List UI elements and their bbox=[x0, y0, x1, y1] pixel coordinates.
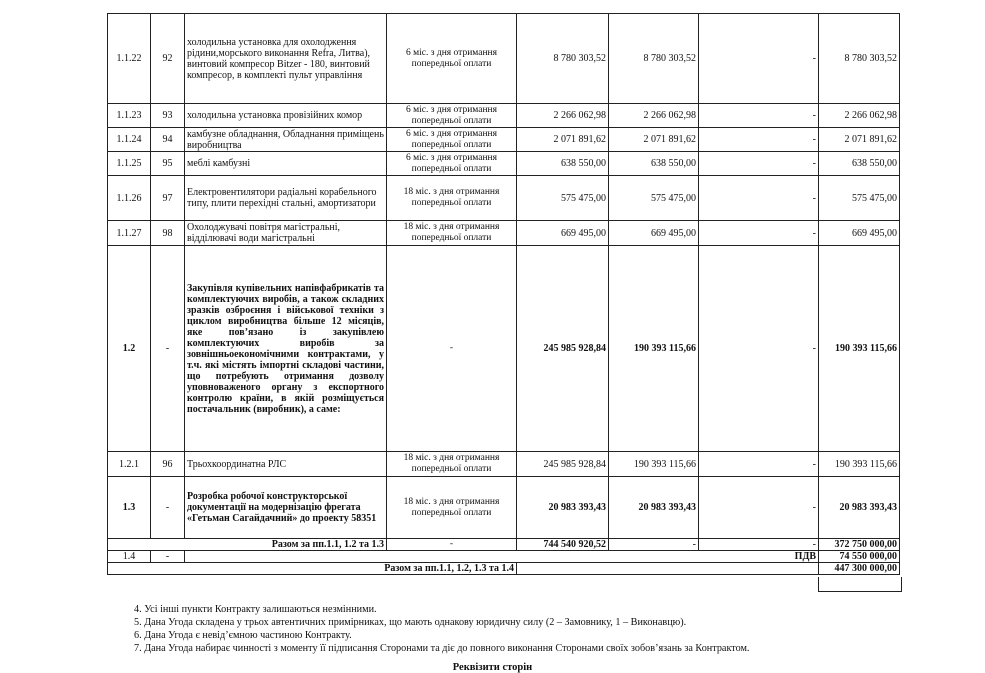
value-4: 190 393 115,66 bbox=[819, 246, 900, 452]
delivery-term: - bbox=[387, 246, 517, 452]
row-number: 1.1.22 bbox=[108, 14, 151, 104]
delivery-term: 6 міс. з дня отримання попередньої оплати bbox=[387, 152, 517, 176]
value-3: - bbox=[699, 104, 819, 128]
item-name: камбузне обладнання, Обладнання приміщень виробництва bbox=[185, 128, 387, 152]
item-name: Розробка робочої конструкторської документації на модернізацію фрегата «Гетьман Сагайдачний» до проекту 58351 bbox=[185, 477, 387, 539]
note-item: 7. Дана Угода набирає чинності з моменту її підписання Сторонами та діє до повного виконання Сторонами своїх зобов’язань за Контрактом. bbox=[134, 643, 750, 654]
vat-number: 1.4 bbox=[108, 551, 151, 563]
value-3: - bbox=[699, 128, 819, 152]
value-2: 190 393 115,66 bbox=[609, 452, 699, 477]
value-3: - bbox=[699, 452, 819, 477]
value-1: 2 071 891,62 bbox=[517, 128, 609, 152]
row-number: 1.1.27 bbox=[108, 221, 151, 246]
delivery-term: 6 міс. з дня отримання попередньої оплати bbox=[387, 14, 517, 104]
value-4: 575 475,00 bbox=[819, 176, 900, 221]
value-3: - bbox=[699, 477, 819, 539]
value-4: 2 266 062,98 bbox=[819, 104, 900, 128]
value-3: - bbox=[699, 246, 819, 452]
row-number: 1.1.23 bbox=[108, 104, 151, 128]
contract-notes bbox=[134, 603, 749, 655]
value-4: 20 983 393,43 bbox=[819, 477, 900, 539]
vat-label: ПДВ bbox=[185, 551, 819, 563]
item-name: Охолоджувачі повітря магістральні, відділювачі води магістральні bbox=[185, 221, 387, 246]
item-name: Трьохкоординатна РЛС bbox=[185, 452, 387, 477]
value-4: 8 780 303,52 bbox=[819, 14, 900, 104]
row-number: 1.3 bbox=[108, 477, 151, 539]
item-name: Електровентилятори радіальні корабельного типу, плити перехідні стальні, амортизатори bbox=[185, 176, 387, 221]
table-row bbox=[108, 14, 900, 104]
item-name: меблі камбузні bbox=[185, 152, 387, 176]
table-row bbox=[108, 246, 900, 452]
row-number: 1.2.1 bbox=[108, 452, 151, 477]
subtotal-value-4: 372 750 000,00 bbox=[819, 539, 900, 551]
row-number: 1.2 bbox=[108, 246, 151, 452]
value-2: 638 550,00 bbox=[609, 152, 699, 176]
delivery-term: 6 міс. з дня отримання попередньої оплати bbox=[387, 104, 517, 128]
note-item: 6. Дана Угода є невід’ємною частиною Контракту. bbox=[134, 630, 352, 641]
blank-cell bbox=[517, 563, 819, 575]
value-2: 190 393 115,66 bbox=[609, 246, 699, 452]
value-3: - bbox=[699, 176, 819, 221]
value-1: 20 983 393,43 bbox=[517, 477, 609, 539]
value-1: 2 266 062,98 bbox=[517, 104, 609, 128]
value-3: - bbox=[699, 221, 819, 246]
subtotal-value-2: - bbox=[609, 539, 699, 551]
grand-total-row bbox=[108, 563, 900, 575]
table-row bbox=[108, 128, 900, 152]
value-2: 2 071 891,62 bbox=[609, 128, 699, 152]
table-row bbox=[108, 176, 900, 221]
position-number: 93 bbox=[151, 104, 185, 128]
subtotal-label: Разом за пп.1.1, 1.2 та 1.3 bbox=[151, 539, 387, 551]
item-name: холодильна установка провізійних комор bbox=[185, 104, 387, 128]
value-1: 245 985 928,84 bbox=[517, 452, 609, 477]
value-2: 20 983 393,43 bbox=[609, 477, 699, 539]
note-item: 4. Усі інші пункти Контракту залишаються незмінними. bbox=[134, 604, 377, 615]
value-2: 8 780 303,52 bbox=[609, 14, 699, 104]
empty-box bbox=[818, 577, 902, 592]
note-item: 5. Дана Угода складена у трьох автентичних примірниках, що мають однакову юридичну силу (2 – Замовнику, 1 – Виконавцю). bbox=[134, 617, 687, 628]
vat-position: - bbox=[151, 551, 185, 563]
delivery-term: 18 міс. з дня отримання попередньої оплати bbox=[387, 221, 517, 246]
item-name: холодильна установка для охолодження рідини,морського виконання Refra, Литва), винтовий компресор Bitzer - 180, винтовий компресор, в комплекті пульт управління bbox=[185, 14, 387, 104]
subtotal-term: - bbox=[387, 539, 517, 551]
subtotal-value-1: 744 540 920,52 bbox=[517, 539, 609, 551]
subtotal-row bbox=[108, 539, 900, 551]
delivery-term: 18 міс. з дня отримання попередньої оплати bbox=[387, 176, 517, 221]
value-2: 575 475,00 bbox=[609, 176, 699, 221]
value-1: 8 780 303,52 bbox=[517, 14, 609, 104]
row-number: 1.1.26 bbox=[108, 176, 151, 221]
requisites-title: Реквізити сторін bbox=[452, 662, 533, 673]
table-row bbox=[108, 477, 900, 539]
value-3: - bbox=[699, 14, 819, 104]
item-name: Закупівля купівельних напівфабрикатів та комплектуючих виробів, а також складних зразків озброєння і військової техніки з циклом виробництва більше 12 місяців, яке пов’язано із закупівлею комплектуючих виробів за зовнішньоекономічними контрактами, у т.ч. які містять імпортні складові частини, що потребують отримання дозволу уповноваженого органу з експортного контролю країни, в якій розміщується постачальник (виробник), а саме: bbox=[185, 246, 387, 452]
value-1: 245 985 928,84 bbox=[517, 246, 609, 452]
grand-total-value: 447 300 000,00 bbox=[819, 563, 900, 575]
vat-row bbox=[108, 551, 900, 563]
value-1: 638 550,00 bbox=[517, 152, 609, 176]
vat-value: 74 550 000,00 bbox=[819, 551, 900, 563]
grand-total-label: Разом за пп.1.1, 1.2, 1.3 та 1.4 bbox=[108, 563, 517, 575]
value-2: 669 495,00 bbox=[609, 221, 699, 246]
position-number: 92 bbox=[151, 14, 185, 104]
specification-table bbox=[107, 13, 900, 575]
position-number: 96 bbox=[151, 452, 185, 477]
position-number: - bbox=[151, 477, 185, 539]
value-4: 638 550,00 bbox=[819, 152, 900, 176]
position-number: 97 bbox=[151, 176, 185, 221]
position-number: 95 bbox=[151, 152, 185, 176]
value-4: 190 393 115,66 bbox=[819, 452, 900, 477]
table-row bbox=[108, 104, 900, 128]
value-4: 669 495,00 bbox=[819, 221, 900, 246]
row-number: 1.1.24 bbox=[108, 128, 151, 152]
value-4: 2 071 891,62 bbox=[819, 128, 900, 152]
delivery-term: 18 міс. з дня отримання попередньої оплати bbox=[387, 477, 517, 539]
row-number: 1.1.25 bbox=[108, 152, 151, 176]
subtotal-value-3: - bbox=[699, 539, 819, 551]
value-2: 2 266 062,98 bbox=[609, 104, 699, 128]
value-1: 575 475,00 bbox=[517, 176, 609, 221]
position-number: 94 bbox=[151, 128, 185, 152]
value-3: - bbox=[699, 152, 819, 176]
position-number: 98 bbox=[151, 221, 185, 246]
value-1: 669 495,00 bbox=[517, 221, 609, 246]
blank-cell bbox=[108, 539, 151, 551]
delivery-term: 18 міс. з дня отримання попередньої оплати bbox=[387, 452, 517, 477]
table-row bbox=[108, 452, 900, 477]
position-number: - bbox=[151, 246, 185, 452]
table-row bbox=[108, 221, 900, 246]
table-row bbox=[108, 152, 900, 176]
delivery-term: 6 міс. з дня отримання попередньої оплати bbox=[387, 128, 517, 152]
